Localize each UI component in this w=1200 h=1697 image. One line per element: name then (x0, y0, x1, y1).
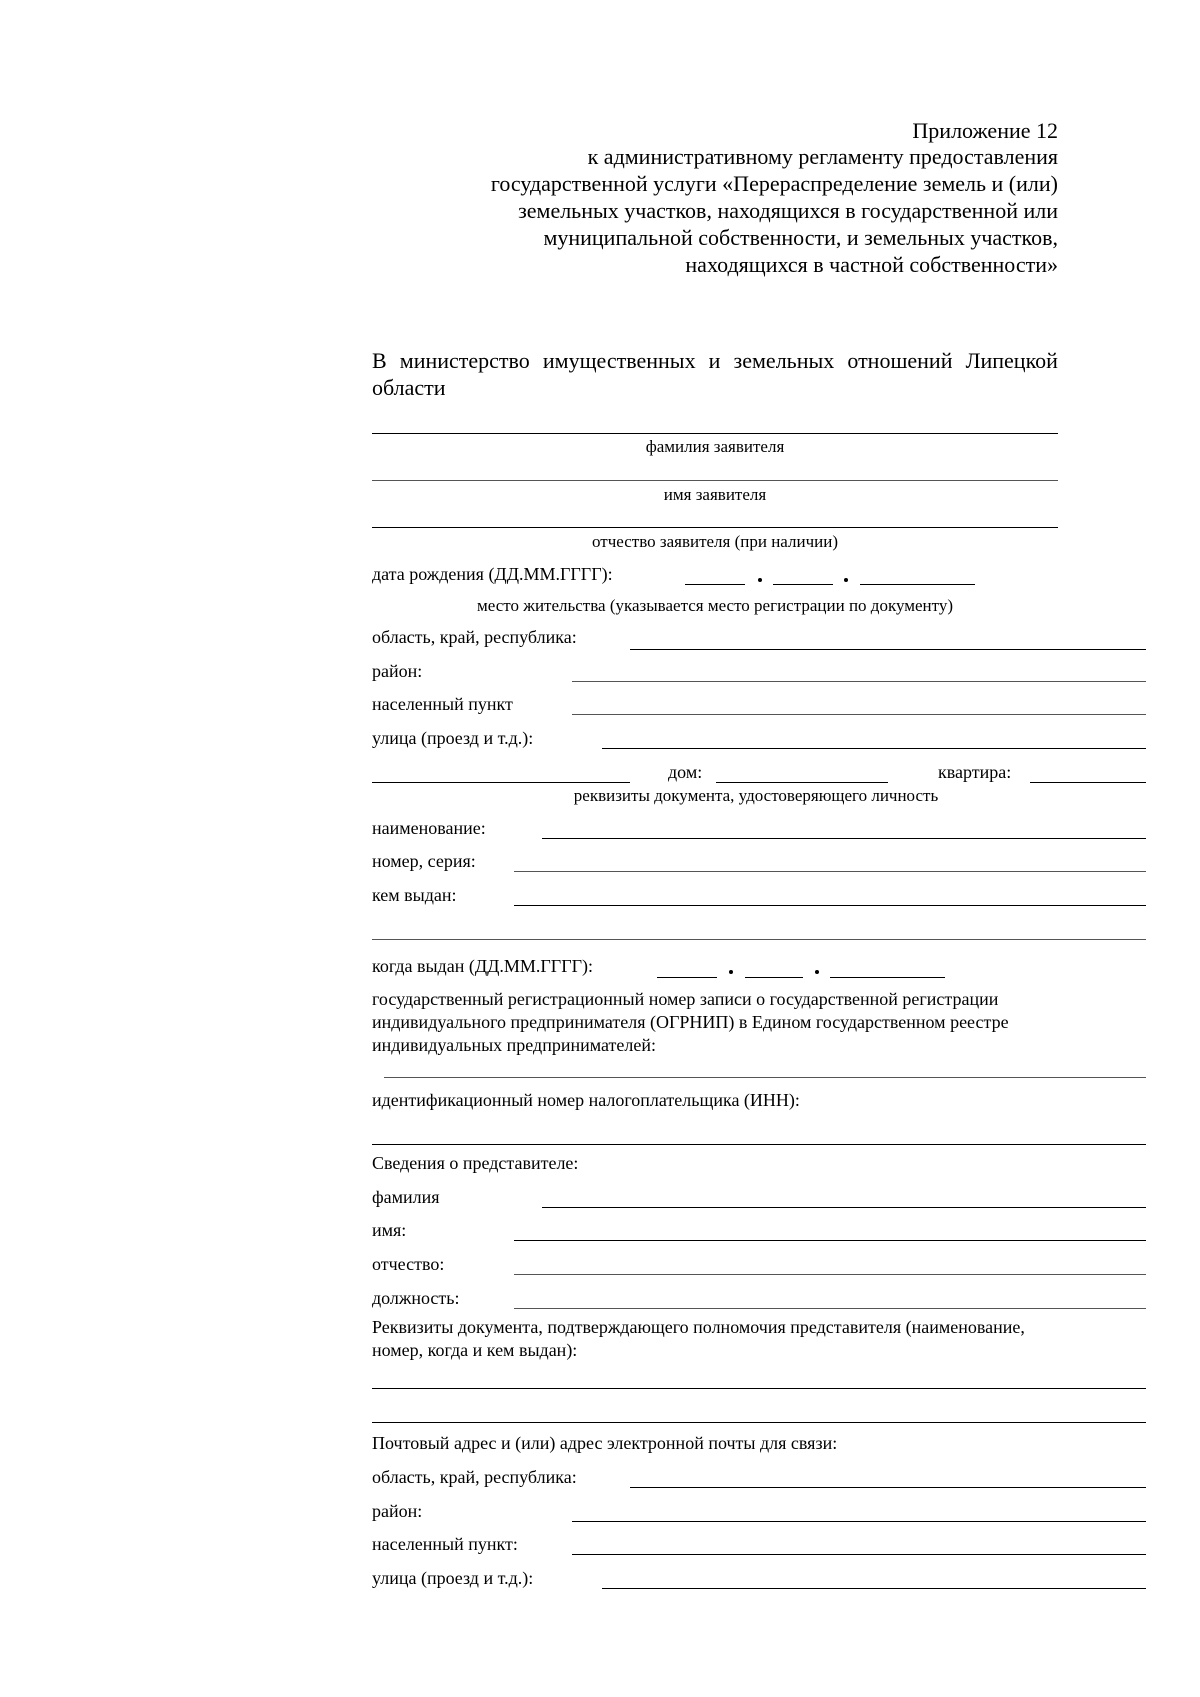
issue-year-field[interactable] (830, 977, 945, 978)
issue-month-field[interactable] (745, 977, 803, 978)
residence-caption: место жительства (указывается место регистрации по документу) (476, 596, 954, 615)
rep-position-field[interactable] (514, 1308, 1146, 1309)
addressee-word: отношений (847, 348, 953, 373)
authority-doc-field[interactable] (372, 1388, 1146, 1389)
date-separator-dot (758, 578, 762, 582)
rep-position-label: должность: (372, 1288, 460, 1308)
header-line-6: находящихся в частной собственности» (685, 252, 1058, 277)
region-label: область, край, республика: (372, 627, 577, 647)
postal-locality-label: населенный пункт: (372, 1534, 518, 1554)
issued-by-continued-field[interactable] (372, 939, 1146, 940)
surname-field[interactable] (372, 433, 1058, 434)
apartment-field[interactable] (1030, 782, 1146, 783)
patronymic-caption: отчество заявителя (при наличии) (592, 532, 838, 551)
postal-district-label: район: (372, 1501, 423, 1521)
postal-street-field[interactable] (602, 1588, 1146, 1589)
header-line-3: государственной услуги «Перераспределение земель и (или) (490, 171, 1058, 196)
inn-label: идентификационный номер налогоплательщика (ИНН): (372, 1090, 800, 1110)
street-continued-field[interactable] (372, 782, 630, 783)
surname-caption: фамилия заявителя (645, 437, 785, 456)
rep-surname-field[interactable] (542, 1207, 1146, 1208)
name-field[interactable] (372, 480, 1058, 481)
doc-number-label: номер, серия: (372, 851, 476, 871)
birth-year-field[interactable] (860, 584, 975, 585)
rep-patronymic-field[interactable] (514, 1274, 1146, 1275)
postal-locality-field[interactable] (572, 1554, 1146, 1555)
doc-number-field[interactable] (514, 871, 1146, 872)
inn-field[interactable] (372, 1144, 1146, 1145)
locality-label: населенный пункт (372, 694, 513, 714)
house-field[interactable] (716, 782, 888, 783)
header-line-1: Приложение 12 (912, 118, 1058, 143)
name-caption: имя заявителя (663, 485, 767, 504)
ogrnip-field[interactable] (384, 1077, 1146, 1078)
addressee-line-2: области (372, 375, 446, 400)
addressee-word: и (708, 348, 721, 373)
postal-region-label: область, край, республика: (372, 1467, 577, 1487)
addressee-word: В (372, 348, 387, 373)
addressee-word: Липецкой (965, 348, 1058, 373)
addressee-word: имущественных (542, 348, 696, 373)
doc-name-field[interactable] (542, 838, 1146, 839)
locality-field[interactable] (572, 714, 1146, 715)
representative-heading: Сведения о представителе: (372, 1153, 579, 1173)
rep-patronymic-label: отчество: (372, 1254, 445, 1274)
issue-day-field[interactable] (657, 977, 717, 978)
header-line-4: земельных участков, находящихся в государственной или (518, 198, 1058, 223)
region-field[interactable] (630, 649, 1146, 650)
rep-surname-label: фамилия (372, 1187, 440, 1207)
authority-doc-line-1: Реквизиты документа, подтверждающего полномочия представителя (наименование, (372, 1317, 1025, 1337)
rep-name-field[interactable] (514, 1240, 1146, 1241)
ogrnip-line-3: индивидуальных предпринимателей: (372, 1035, 657, 1055)
header-line-5: муниципальной собственности, и земельных участков, (543, 225, 1058, 250)
date-separator-dot (729, 970, 733, 974)
header-line-2: к административному регламенту предоставления (587, 144, 1058, 169)
birth-date-label: дата рождения (ДД.ММ.ГГГГ): (372, 564, 613, 584)
issued-by-field[interactable] (514, 905, 1146, 906)
id-doc-caption: реквизиты документа, удостоверяющего личность (573, 786, 939, 805)
birth-month-field[interactable] (773, 584, 833, 585)
street-field[interactable] (602, 748, 1146, 749)
street-label: улица (проезд и т.д.): (372, 728, 534, 748)
ogrnip-line-2: индивидуального предпринимателя (ОГРНИП) в Едином государственном реестре (372, 1012, 1009, 1032)
postal-heading: Почтовый адрес и (или) адрес электронной почты для связи: (372, 1433, 838, 1453)
apartment-label: квартира: (938, 762, 1012, 782)
district-label: район: (372, 661, 423, 681)
patronymic-field[interactable] (372, 527, 1058, 528)
addressee-word: министерство (399, 348, 530, 373)
authority-doc-field-2[interactable] (372, 1422, 1146, 1423)
date-separator-dot (815, 970, 819, 974)
doc-name-label: наименование: (372, 818, 486, 838)
postal-region-field[interactable] (630, 1487, 1146, 1488)
district-field[interactable] (572, 681, 1146, 682)
addressee-word: земельных (733, 348, 835, 373)
date-separator-dot (844, 578, 848, 582)
issue-date-label: когда выдан (ДД.ММ.ГГГГ): (372, 956, 594, 976)
rep-name-label: имя: (372, 1220, 407, 1240)
postal-street-label: улица (проезд и т.д.): (372, 1568, 534, 1588)
authority-doc-line-2: номер, когда и кем выдан): (372, 1340, 578, 1360)
ogrnip-line-1: государственный регистрационный номер записи о государственной регистрации (372, 989, 999, 1009)
issued-by-label: кем выдан: (372, 885, 457, 905)
postal-district-field[interactable] (572, 1521, 1146, 1522)
birth-day-field[interactable] (685, 584, 745, 585)
addressee-line-1 (372, 350, 1058, 372)
house-label: дом: (668, 762, 703, 782)
